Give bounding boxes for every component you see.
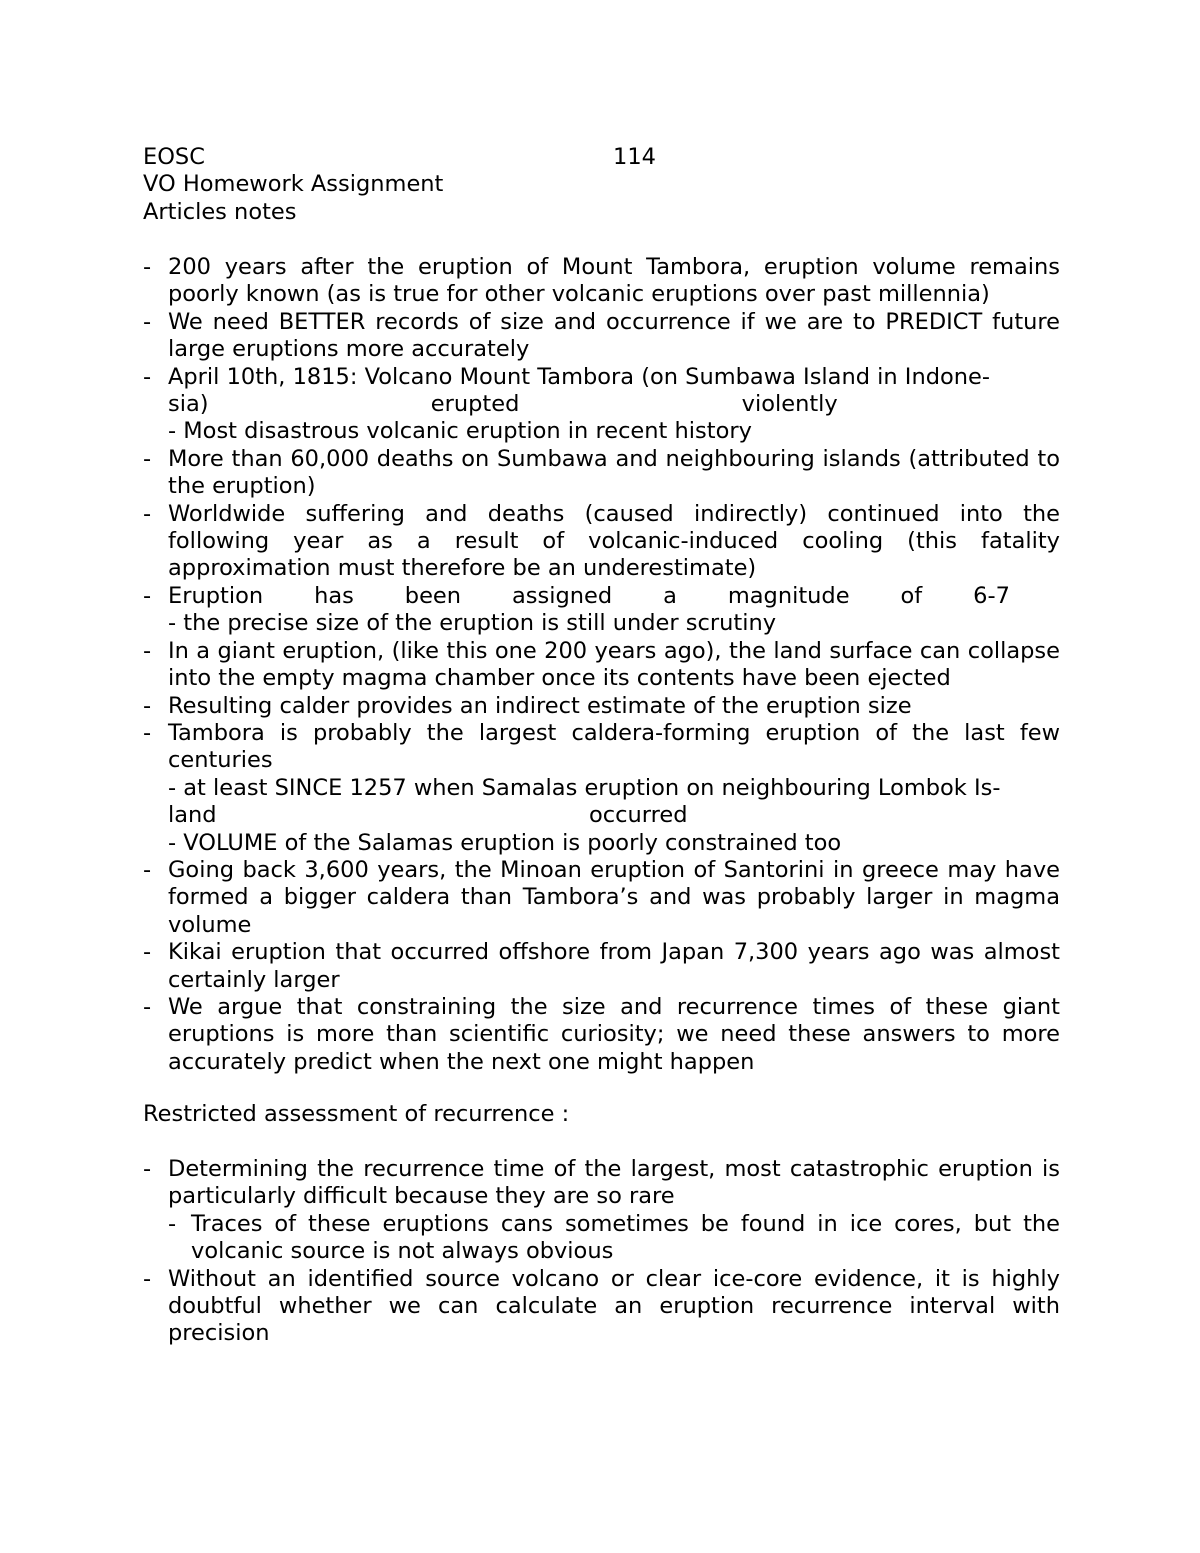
word: assigned <box>511 582 613 609</box>
list-item <box>143 720 1060 775</box>
word: land <box>168 802 217 829</box>
list-item-text: Tambora is probably the largest caldera-forming eruption of the last few centuries <box>168 719 1060 774</box>
sub-item: - Most disastrous volcanic eruption in recent history <box>168 418 752 445</box>
bullet-dash: - <box>143 939 152 966</box>
bullet-dash: - <box>143 719 152 746</box>
list-item <box>143 939 1060 994</box>
list-item-text: In a giant eruption, (like this one 200 years ago), the land surface can collapse into the empty magma chamber once its contents have been ejected <box>168 637 1060 692</box>
bullet-dash: - <box>143 993 152 1020</box>
sub-item: - the precise size of the eruption is still under scrutiny <box>168 610 777 637</box>
word: erupted <box>430 391 520 418</box>
bullet-dash: - <box>143 692 152 719</box>
bullet-dash: - <box>143 363 152 390</box>
section-heading: Restricted assessment of recurrence : <box>143 1101 570 1127</box>
bullet-dash: - <box>143 308 152 335</box>
sub-item: - VOLUME of the Salamas eruption is poorly constrained too <box>168 829 842 856</box>
justified-line <box>143 391 1060 418</box>
bullet-dash: - <box>143 1156 152 1182</box>
list-item-text: Resulting calder provides an indirect estimate of the eruption size <box>168 692 912 719</box>
bullet-dash: - <box>143 856 152 883</box>
list-item <box>143 638 1060 693</box>
list-item-text: Worldwide suffering and deaths (caused indirectly) continued into the following year as a result of volcanic-induced cooling (this fatality approximation must therefore be an underestimate) <box>168 500 1060 582</box>
list-item-text: Going back 3,600 years, the Minoan eruption of Santorini in greece may have formed a bigger caldera than Tambora’s and was probably larger in magma volume <box>168 856 1060 938</box>
course-line <box>143 144 1060 171</box>
list-item-text: We need BETTER records of size and occurrence if we are to PREDICT future large eruptions more accurately <box>168 308 1060 363</box>
word: sia) <box>168 391 209 418</box>
list-item <box>143 309 1060 364</box>
bullet-dash: - <box>143 254 152 280</box>
list-item <box>143 583 1060 610</box>
word: Eruption <box>168 582 264 609</box>
list-item <box>143 693 1060 720</box>
word: of <box>900 582 923 609</box>
bullet-dash: - <box>143 445 152 472</box>
sub-item: - at least SINCE 1257 when Samalas eruption on neighbouring Lombok Is- <box>168 774 1001 801</box>
word: has <box>314 582 354 609</box>
sub-item <box>143 1211 1060 1266</box>
list-item <box>143 254 1060 309</box>
assignment-title: VO Homework Assignment <box>143 171 444 198</box>
list-item-text: Without an identified source volcano or clear ice-core evidence, it is highly doubtful whether we can calculate an eruption recurrence interval with precision <box>168 1265 1060 1347</box>
justified-line <box>168 583 1010 610</box>
article-notes-list <box>143 254 1060 1076</box>
word: been <box>404 582 462 609</box>
word: magnitude <box>727 582 850 609</box>
list-item <box>143 994 1060 1076</box>
justified-line <box>143 802 1060 829</box>
word: 6-7 <box>973 582 1010 609</box>
list-item <box>143 501 1060 583</box>
list-item-text: Determining the recurrence time of the largest, most catastrophic eruption is particularly difficult because they are so rare <box>168 1156 1060 1210</box>
list-item <box>143 1156 1060 1211</box>
course-number: 114 <box>613 144 656 170</box>
list-item <box>143 857 1060 939</box>
bullet-dash: - <box>143 637 152 664</box>
list-item-text: Kikai eruption that occurred offshore from Japan 7,300 years ago was almost certainly larger <box>168 939 1060 993</box>
bullet-dash: - <box>143 582 152 609</box>
word: occurred <box>589 802 688 829</box>
list-item-text: 200 years after the eruption of Mount Tambora, eruption volume remains poorly known (as is true for other volcanic eruptions over past millennia) <box>168 254 1060 308</box>
bullet-dash: - <box>168 1210 177 1237</box>
list-item-text: April 10th, 1815: Volcano Mount Tambora (on Sumbawa Island in Indone- <box>168 363 990 390</box>
list-item-text: We argue that constraining the size and recurrence times of these giant eruptions is more than scientific curiosity; we need these answers to more accurately predict when the next one might happen <box>168 993 1060 1075</box>
list-item <box>143 364 1060 391</box>
list-item-text: More than 60,000 deaths on Sumbawa and neighbouring islands (attributed to the eruption) <box>168 445 1060 500</box>
sub-item-text: Traces of these eruptions cans sometimes be found in ice cores, but the volcanic source is not always obvious <box>191 1210 1060 1265</box>
word: a <box>663 582 677 609</box>
bullet-dash: - <box>143 1265 152 1292</box>
course-code: EOSC <box>143 144 205 170</box>
word: violently <box>741 391 838 418</box>
list-item <box>143 1266 1060 1348</box>
bullet-dash: - <box>143 500 152 527</box>
recurrence-notes-list <box>143 1156 1060 1348</box>
list-item <box>143 446 1060 501</box>
document-subtitle: Articles notes <box>143 198 297 225</box>
document-header <box>143 144 1060 226</box>
